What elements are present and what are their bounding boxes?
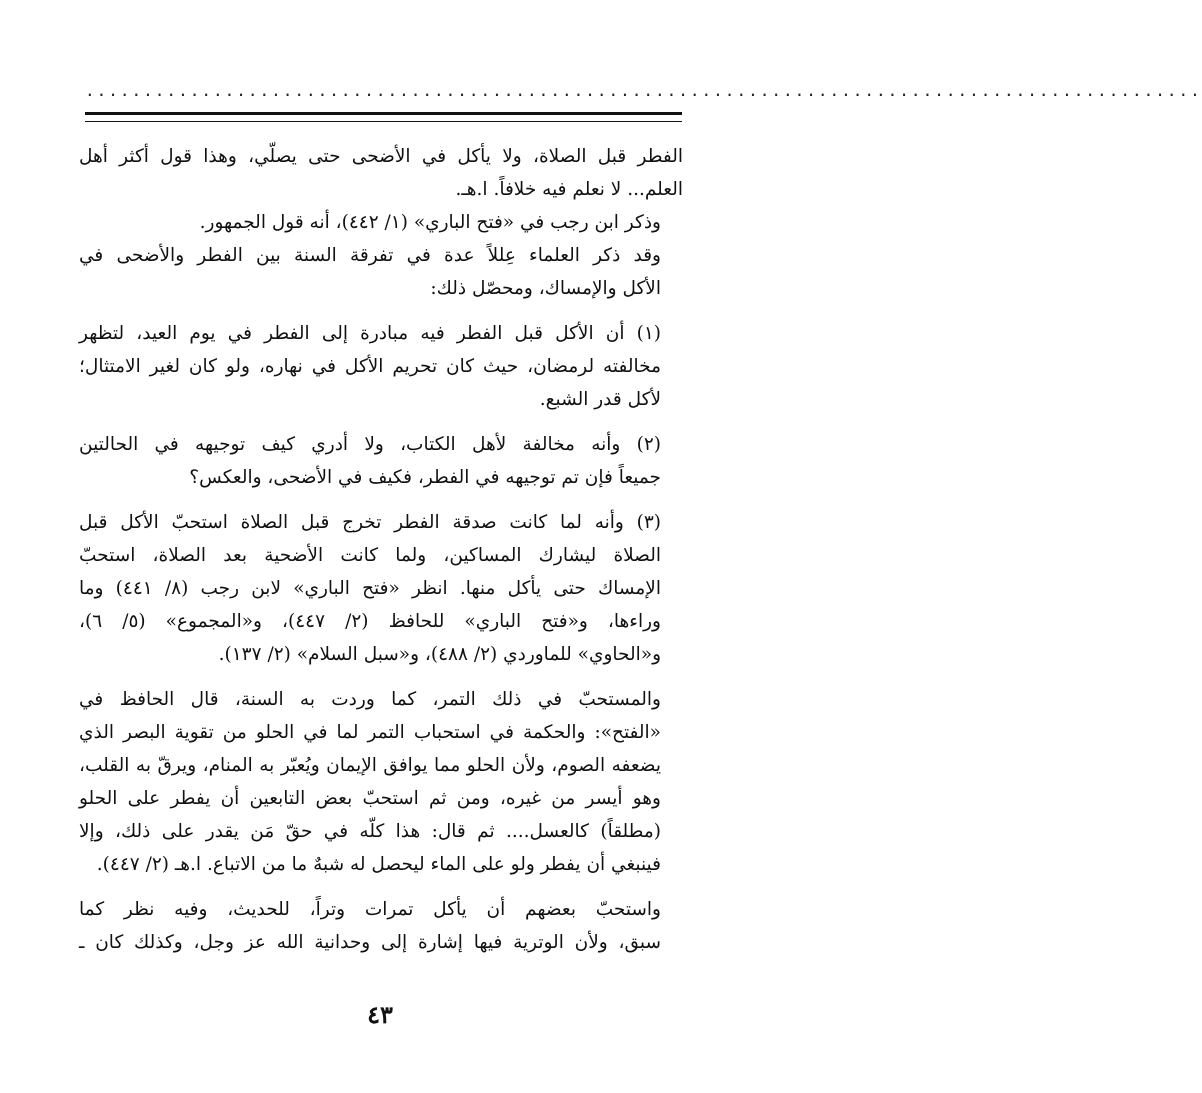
page-number: ٤٣ bbox=[367, 1000, 393, 1029]
text-line: العلم... لا نعلم فيه خلافاً. ا.هـ. bbox=[455, 179, 683, 200]
text-line: الأكل والإمساك، ومحصّل ذلك: bbox=[430, 278, 661, 299]
paragraph-reasons-intro bbox=[79, 239, 683, 305]
paragraph-continuation bbox=[79, 140, 683, 206]
text-line: وقد ذكر العلماء عِللاً عدة في تفرقة السنة بين الفطر والأضحى في bbox=[79, 245, 661, 266]
text-line: مخالفته لرمضان، حيث كان تحريم الأكل في نهاره، ولو كان لغير الامتثال؛ bbox=[79, 356, 661, 377]
text-line: لأكل قدر الشبع. bbox=[539, 389, 661, 410]
text-line: وذكر ابن رجب في «فتح الباري» (١/ ٤٤٢)، أنه قول الجمهور. bbox=[199, 212, 661, 233]
header-thick-rule bbox=[85, 112, 682, 115]
main-text bbox=[79, 140, 683, 959]
text-line: والمستحبّ في ذلك التمر، كما وردت به السنة، قال الحافظ في bbox=[79, 689, 661, 710]
paragraph-odd-number bbox=[79, 893, 683, 959]
text-line: يضعفه الصوم، ولأن الحلو مما يوافق الإيمان ويُعبّر به المنام، ويرقّ به القلب، bbox=[79, 755, 661, 776]
paragraph-reason-1 bbox=[79, 317, 683, 416]
paragraph-dates bbox=[79, 683, 683, 881]
paragraph-reason-3 bbox=[79, 506, 683, 671]
text-line: (مطلقاً) كالعسل.... ثم قال: هذا كلّه في حقّ مَن يقدر على ذلك، وإلا bbox=[79, 821, 661, 842]
text-line: سبق، ولأن الوترية فيها إشارة إلى وحدانية الله عز وجل، وكذلك كان ـ bbox=[79, 932, 661, 953]
text-line: واستحبّ بعضهم أن يأكل تمرات وتراً، للحديث، وفيه نظر كما bbox=[79, 899, 661, 920]
header-thin-rule bbox=[85, 121, 682, 122]
text-line: فينبغي أن يفطر ولو على الماء ليحصل له شبهٌ ما من الاتباع. ا.هـ (٢/ ٤٤٧). bbox=[96, 854, 661, 875]
text-line: وراءها، و«فتح الباري» للحافظ (٢/ ٤٤٧)، و«المجموع» (٥/ ٦)، bbox=[79, 611, 661, 632]
paragraph-ibn-rajab bbox=[79, 206, 683, 239]
paragraph-reason-2 bbox=[79, 428, 683, 494]
text-line: جميعاً فإن تم توجيهه في الفطر، فكيف في الأضحى، والعكس؟ bbox=[189, 467, 661, 488]
text-line: (١) أن الأكل قبل الفطر فيه مبادرة إلى الفطر في يوم العيد، لتظهر bbox=[79, 323, 661, 344]
text-line: (٢) وأنه مخالفة لأهل الكتاب، ولا أدري كيف توجيهه في الحالتين bbox=[79, 434, 661, 455]
header-dotted-line: ................................................................................................ bbox=[85, 81, 1202, 100]
text-line: الفطر قبل الصلاة، ولا يأكل في الأضحى حتى يصلّي، وهذا قول أكثر أهل bbox=[79, 146, 683, 167]
text-line: الإمساك حتى يأكل منها. انظر «فتح الباري» لابن رجب (٨/ ٤٤١) وما bbox=[79, 578, 661, 599]
text-line: «الفتح»: والحكمة في استحباب التمر لما في الحلو من تقوية البصر الذي bbox=[79, 722, 661, 743]
text-line: الصلاة ليشارك المساكين، ولما كانت الأضحية بعد الصلاة، استحبّ bbox=[79, 545, 661, 566]
text-line: وهو أيسر من غيره، ومن ثم استحبّ بعض التابعين أن يفطر على الحلو bbox=[79, 788, 661, 809]
text-line: (٣) وأنه لما كانت صدقة الفطر تخرج قبل الصلاة استحبّ الأكل قبل bbox=[79, 512, 661, 533]
text-line: و«الحاوي» للماوردي (٢/ ٤٨٨)، و«سبل السلام» (٢/ ١٣٧). bbox=[218, 644, 661, 665]
